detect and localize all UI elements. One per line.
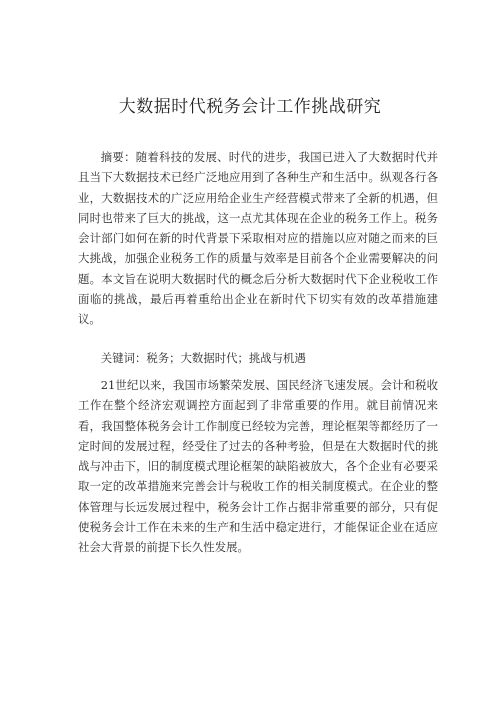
document-title: 大数据时代税务会计工作挑战研究: [118, 97, 382, 117]
keywords-line: 关键词：税务；大数据时代；挑战与机遇: [100, 351, 306, 365]
body-paragraph: 21世纪以来，我国市场繁荣发展、国民经济飞速发展。会计和税收工作在整个经济宏观调控方面起到了非常重要的作用。就目前情况来看，我国整体税务会计工作制度已经较为完善，理论框架等都经历了一定时间的发展过程，经受住了过去的各种考验，但是在大数据时代的挑战与冲击下，旧的制度模式理论框架的缺陷被放大，各个企业有必要采取一定的改革措施来完善会计与税收工作的相关制度模式。在企业的整体管理与长远发展过程中，税务会计工作占据非常重要的部分，只有促使税务会计工作在未来的生产和生活中稳定进行，才能保证企业在适应社会大背景的前提下长久性发展。: [78, 378, 438, 555]
abstract-paragraph: 摘要：随着科技的发展、时代的进步，我国已进入了大数据时代并且当下大数据技术已经广泛地应用到了各种生产和生活中。纵观各行各业，大数据技术的广泛应用给企业生产经营模式带来了全新的机遇，但同时也带来了巨大的挑战，这一点尤其体现在企业的税务工作上。税务会计部门如何在新的时代背景下采取相对应的措施以应对随之而来的巨大挑战，加强企业税务工作的质量与效率是目前各个企业需要解决的问题。本文旨在说明大数据时代的概念后分析大数据时代下企业税收工作面临的挑战，最后再着重给出企业在新时代下切实有效的改革措施建议。: [78, 150, 438, 327]
